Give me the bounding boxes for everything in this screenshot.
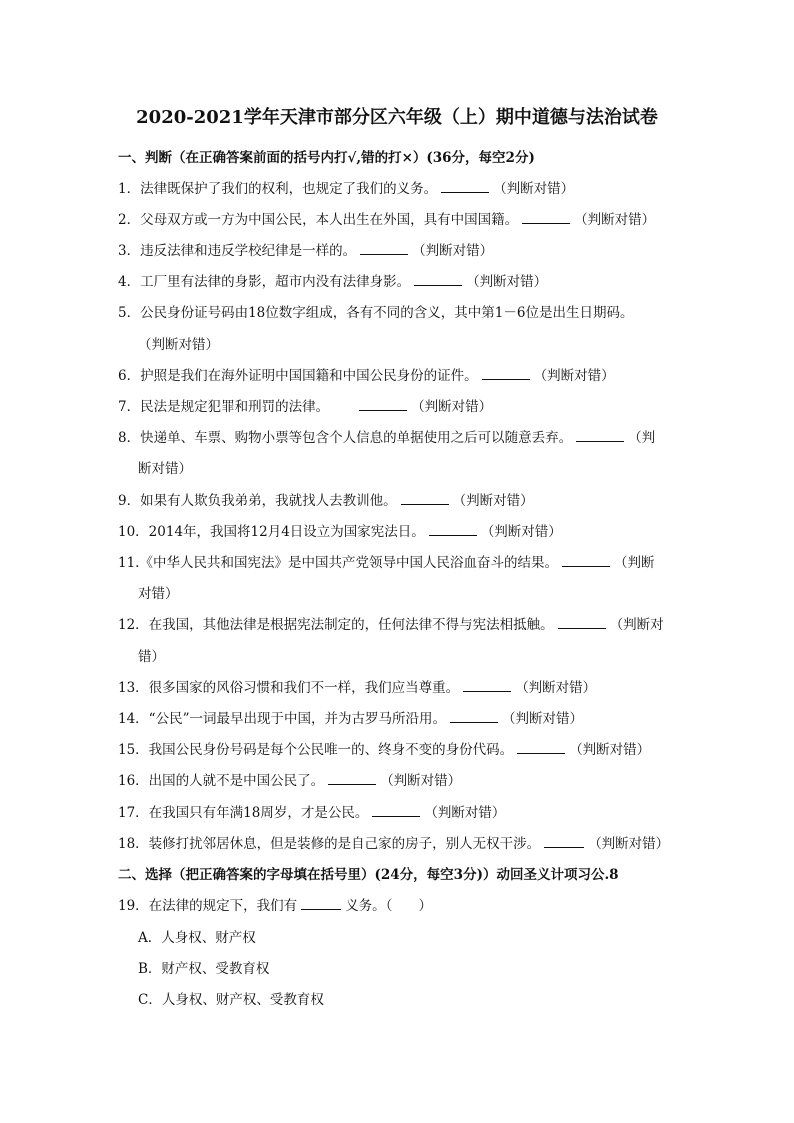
answer-blank[interactable] (429, 523, 477, 536)
judge-suffix: （判 (628, 430, 656, 446)
judge-suffix: （判断对错） (501, 711, 583, 727)
question-9 (118, 489, 534, 509)
answer-blank[interactable] (517, 741, 565, 754)
question-text: 16．出国的人就不是中国公民了。 (118, 773, 325, 789)
question-text: 13．很多国家的风俗习惯和我们不一样，我们应当尊重。 (118, 680, 460, 696)
question-text: 6．护照是我们在海外证明中国国籍和中国公民身份的证件。 (118, 368, 478, 384)
question-3 (118, 239, 493, 259)
question-13 (118, 676, 596, 696)
question-19 (118, 894, 432, 914)
answer-blank[interactable] (558, 616, 606, 629)
answer-blank[interactable] (372, 804, 420, 817)
question-12 (118, 613, 664, 633)
answer-blank[interactable] (562, 554, 610, 567)
question-14 (118, 707, 583, 727)
judge-suffix: （判断 (613, 555, 655, 571)
judge-suffix: （判断对错） (412, 243, 494, 259)
judge-suffix: （判断对错） (411, 399, 493, 415)
judge-suffix: （判断对 (609, 617, 664, 633)
judge-suffix: 断对错） (138, 461, 192, 477)
question-6 (118, 364, 615, 384)
question-text: 义务。（ (345, 898, 393, 914)
section-choice-heading: 二、选择（把正确答案的字母填在括号里）(24分，每空3分)）动回圣义计项习公.8 (118, 867, 619, 883)
question-text: 8．快递单、车票、购物小票等包含个人信息的单据使用之后可以随意丢弃。 (118, 430, 573, 446)
question-text: 14．“公民”一词最早出现于中国，并为古罗马所沿用。 (118, 711, 446, 727)
question-text: 7．民法是规定犯罪和刑罚的法律。 (118, 399, 330, 415)
question-2 (118, 208, 655, 228)
answer-blank[interactable] (359, 398, 407, 411)
page-title: 2020-2021学年天津市部分区六年级（上）期中道德与法治试卷 (136, 107, 658, 128)
answer-blank[interactable] (360, 242, 408, 255)
question-text: 9．如果有人欺负我弟弟，我就找人去教训他。 (118, 493, 397, 509)
section-judge-heading: 一、判断（在正确答案前面的括号内打√,错的打×）(36分，每空2分) (118, 150, 535, 166)
question-text: 11.《中华人民共和国宪法》是中国共产党领导中国人民浴血奋斗的结果。 (118, 555, 558, 571)
answer-blank[interactable] (401, 492, 449, 505)
question-8-continuation (138, 457, 192, 477)
question-7 (118, 395, 492, 415)
question-17 (118, 801, 505, 821)
judge-suffix: （判断对错） (533, 368, 615, 384)
judge-suffix: （判断对错） (380, 773, 462, 789)
option-c[interactable]: C．人身权、财产权、受教育权 (138, 992, 324, 1008)
question-10 (118, 520, 562, 540)
question-16 (118, 769, 461, 789)
question-5 (118, 301, 633, 321)
judge-suffix: （判断对错） (480, 524, 562, 540)
question-text: 3．违反法律和违反学校纪律是一样的。 (118, 243, 357, 259)
question-8 (118, 426, 655, 446)
question-text: 15．我国公民身份号码是每个公民唯一的、终身不变的身份代码。 (118, 742, 514, 758)
question-text: 5．公民身份证号码由18位数字组成，各有不同的含义，其中第1－6位是出生日期码。 (118, 305, 634, 321)
judge-suffix: （判断对错） (588, 836, 670, 852)
judge-suffix: 错） (138, 649, 165, 665)
question-text: 4．工厂里有法律的身影，超市内没有法律身影。 (118, 274, 411, 290)
judge-suffix: （判断对错） (138, 337, 219, 353)
question-text: 18．装修打扰邻居休息，但是装修的是自己家的房子，别人无权干涉。 (118, 836, 541, 852)
judge-suffix: （判断对错） (466, 274, 548, 290)
answer-blank[interactable] (463, 679, 511, 692)
question-text: 10．2014年，我国将12月4日设立为国家宪法日。 (118, 524, 425, 540)
question-11 (118, 551, 654, 571)
option-b[interactable]: B．财产权、受教育权 (138, 961, 270, 977)
question-12-continuation (138, 645, 165, 665)
question-11-continuation (138, 582, 179, 602)
judge-suffix: （判断对错） (452, 493, 534, 509)
question-1 (118, 177, 574, 197)
answer-blank[interactable] (482, 367, 530, 380)
answer-blank[interactable] (441, 180, 489, 193)
question-text: 17．在我国只有年满18周岁，才是公民。 (118, 805, 369, 821)
answer-blank[interactable] (301, 897, 341, 910)
answer-blank[interactable] (450, 710, 498, 723)
answer-blank[interactable] (328, 772, 376, 785)
answer-blank[interactable] (414, 273, 462, 286)
question-text: 19．在法律的规定下，我们有 (118, 898, 298, 914)
judge-suffix: （判断对错） (515, 680, 597, 696)
question-text: 2．父母双方或一方为中国公民，本人出生在外国，具有中国国籍。 (118, 212, 519, 228)
question-4 (118, 270, 547, 290)
judge-suffix: （判断对错） (424, 805, 506, 821)
answer-blank[interactable] (576, 429, 624, 442)
judge-suffix: （判断对错） (574, 212, 656, 228)
answer-blank[interactable] (544, 835, 584, 848)
question-5-continuation (138, 333, 219, 353)
option-a[interactable]: A．人身权、财产权 (138, 930, 256, 946)
question-text: 12．在我国，其他法律是根据宪法制定的，任何法律不得与宪法相抵触。 (118, 617, 554, 633)
judge-suffix: （判断对错） (569, 742, 651, 758)
judge-suffix: 对错） (138, 586, 179, 602)
question-text: ） (418, 898, 432, 914)
question-18 (118, 832, 669, 852)
answer-blank[interactable] (522, 211, 570, 224)
question-15 (118, 738, 650, 758)
judge-suffix: （判断对错） (493, 181, 575, 197)
question-text: 1．法律既保护了我们的权利，也规定了我们的义务。 (118, 181, 438, 197)
